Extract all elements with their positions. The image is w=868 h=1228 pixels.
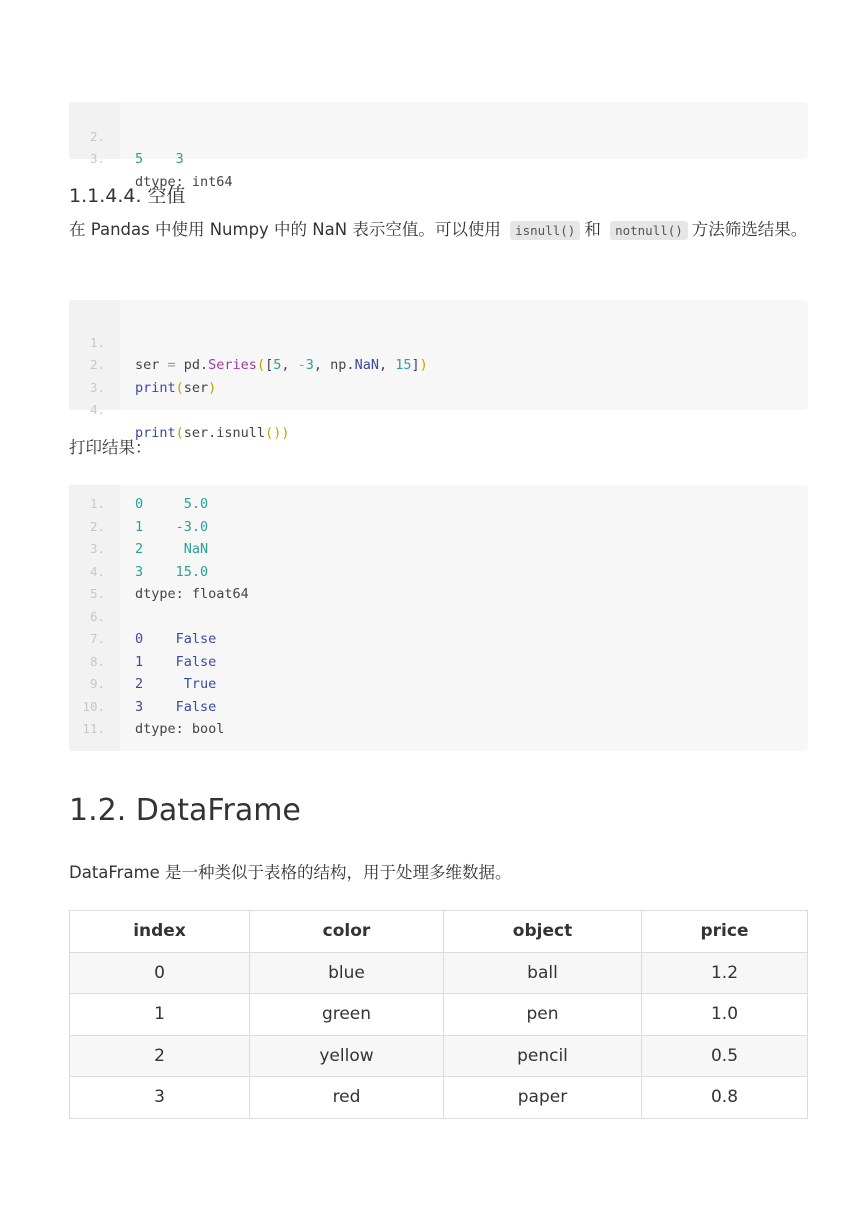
- table-row: [70, 1077, 808, 1119]
- table-cell: 0: [70, 952, 250, 994]
- table-row: [70, 1035, 808, 1077]
- code-line: [69, 377, 808, 441]
- code-text: 2 True: [135, 676, 217, 692]
- code-text: print(ser.isnull()): [135, 424, 290, 441]
- code-line: [69, 696, 808, 719]
- paragraph-text: 在 Pandas 中使用 Numpy 中的 NaN 表示空值。可以使用: [69, 220, 501, 239]
- line-number: 9.: [89, 676, 105, 691]
- code-block-series: [69, 300, 808, 441]
- code-line: [69, 651, 808, 674]
- line-number: 4.: [89, 563, 105, 579]
- print-result-label: 打印结果：: [69, 438, 152, 457]
- code-line: [69, 309, 808, 373]
- table-cell: paper: [444, 1077, 642, 1119]
- table-cell: 1.0: [642, 994, 808, 1036]
- code-text: 2 NaN: [135, 541, 209, 557]
- line-number: 3.: [89, 151, 105, 166]
- code-text: ser = pd.Series([5, -3, np.NaN, 15]): [135, 357, 428, 373]
- column-header: price: [642, 911, 808, 953]
- line-number: 2.: [89, 357, 105, 372]
- paragraph-text: 和: [584, 220, 601, 239]
- table-cell: 1.2: [642, 952, 808, 994]
- line-number: 8.: [89, 653, 105, 669]
- column-header: color: [250, 911, 444, 953]
- code-line: [69, 606, 808, 629]
- code-line: [69, 628, 808, 651]
- line-number: 2.: [89, 128, 105, 144]
- dataframe-table: [69, 910, 808, 1119]
- table-cell: 0.8: [642, 1077, 808, 1119]
- table-row: [70, 994, 808, 1036]
- code-line: [69, 493, 808, 516]
- column-header: index: [70, 911, 250, 953]
- dataframe-description: DataFrame 是一种类似于表格的结构，用于处理多维数据。: [69, 863, 512, 882]
- code-text: 1 -3.0: [135, 518, 209, 535]
- section-heading: 1.1.4.4. 空值: [69, 185, 186, 207]
- code-text: 0 False: [135, 631, 217, 647]
- section-paragraph: [69, 213, 808, 247]
- line-number: 1.: [89, 496, 105, 511]
- table-cell: 1: [70, 994, 250, 1036]
- table-cell: blue: [250, 952, 444, 994]
- code-text: dtype: bool: [135, 721, 225, 737]
- column-header: object: [444, 911, 642, 953]
- line-number: 10.: [82, 698, 105, 714]
- code-block-top: [69, 102, 808, 190]
- code-line: [69, 673, 808, 696]
- table-row: [70, 952, 808, 994]
- table-cell: ball: [444, 952, 642, 994]
- code-text: 3 15.0: [135, 563, 209, 580]
- table-cell: green: [250, 994, 444, 1036]
- line-number: 5.: [89, 586, 105, 601]
- line-number: 3.: [89, 379, 105, 395]
- paragraph-text: 方法筛选结果。: [691, 220, 808, 239]
- line-number: 11.: [82, 721, 105, 736]
- inline-code-notnull: notnull(): [610, 221, 688, 240]
- line-number: 3.: [89, 541, 105, 556]
- code-block-output: [69, 485, 808, 751]
- code-line: [69, 538, 808, 561]
- inline-code-isnull: isnull(): [510, 221, 580, 240]
- code-text: 0 5.0: [135, 496, 209, 512]
- dataframe-heading: 1.2. DataFrame: [69, 793, 301, 828]
- code-text: print(ser): [135, 379, 217, 396]
- code-line: [69, 561, 808, 584]
- code-text: 5 3: [135, 151, 184, 167]
- code-line: [69, 583, 808, 606]
- table-cell: 0.5: [642, 1035, 808, 1077]
- line-number: 2.: [89, 518, 105, 534]
- table-header-row: [70, 911, 808, 953]
- line-number: 7.: [89, 631, 105, 646]
- dataframe-table-wrapper: [69, 908, 810, 1118]
- table-cell: 3: [70, 1077, 250, 1119]
- code-text: 3 False: [135, 698, 217, 715]
- line-number: 1.: [89, 334, 105, 350]
- table-cell: pen: [444, 994, 642, 1036]
- table-cell: red: [250, 1077, 444, 1119]
- table-cell: pencil: [444, 1035, 642, 1077]
- table-cell: 2: [70, 1035, 250, 1077]
- code-line: [69, 103, 808, 167]
- code-line: [69, 718, 808, 741]
- code-text: 1 False: [135, 653, 217, 670]
- table-cell: yellow: [250, 1035, 444, 1077]
- code-text: dtype: float64: [135, 586, 249, 602]
- code-line: [69, 516, 808, 539]
- line-number: 4.: [89, 402, 105, 417]
- code-text: dtype: int64: [135, 173, 233, 190]
- line-number: 6.: [89, 608, 105, 624]
